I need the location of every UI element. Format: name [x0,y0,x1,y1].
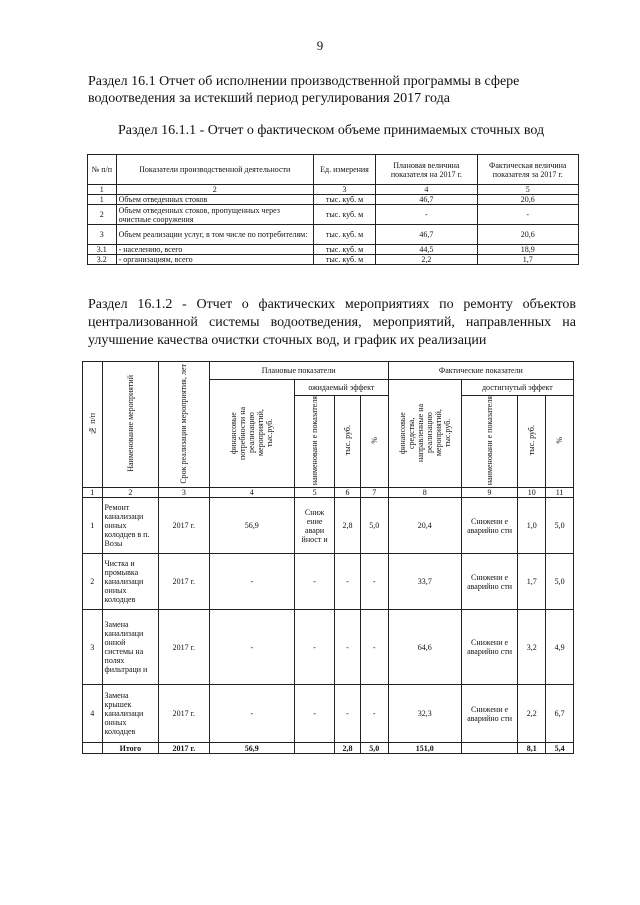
t2-cell: - [335,685,361,743]
t1-cell: тыс. куб. м [313,205,375,225]
t1-cell: 20,6 [477,225,579,245]
t2-total-cell: Итого [102,743,159,754]
t2-colnum-cell: 4 [209,488,294,498]
section-16-1-1-heading: Раздел 16.1.1 - Отчет о фактическом объеме принимаемых сточных вод [118,123,545,138]
th-achieved: достигнутый эффект [461,380,573,396]
th-num: № п/п [83,362,103,488]
measures-table [82,361,574,754]
t2-colnum-cell: 10 [518,488,546,498]
t2-colnum-cell: 3 [159,488,209,498]
t1-cell: 1,7 [477,255,579,265]
t2-total-cell [83,743,103,754]
t2-cell: 2,2 [518,685,546,743]
t2-colnum-cell: 11 [546,488,574,498]
t2-cell: 2 [83,554,103,610]
t2-cell: - [335,610,361,685]
t2-cell: - [209,685,294,743]
th-term: Срок реализации мероприятия, лет [159,362,209,488]
t2-total-cell: 5,0 [360,743,388,754]
t2-cell: 64,6 [388,610,461,685]
t1-colnum-cell: 5 [477,185,579,195]
t1-colnum-cell: 2 [116,185,313,195]
t2-cell: 2017 г. [159,610,209,685]
t1-colnum-cell: 4 [376,185,477,195]
th-plan: Плановые показатели [209,362,388,380]
t2-cell: Сниж ение авари йност и [295,498,335,554]
t2-cell: - [209,554,294,610]
t2-total-cell [295,743,335,754]
t2-cell: 6,7 [546,685,574,743]
section-16-1-heading: Раздел 16.1 Отчет об исполнении производственной программы в сфере водоотведения за истекший период регулирования 2017 года [88,74,520,106]
t1-header-cell: Ед. измерения [313,155,375,185]
t2-cell: 4,9 [546,610,574,685]
t1-cell: 2,2 [376,255,477,265]
t2-cell: - [360,554,388,610]
t2-row [83,610,574,685]
t1-cell: тыс. куб. м [313,245,375,255]
t2-total-cell [461,743,518,754]
t2-cell: 2,8 [335,498,361,554]
t2-cell: - [295,554,335,610]
t1-cell: - населению, всего [116,245,313,255]
t2-cell: 56,9 [209,498,294,554]
t2-cell: 33,7 [388,554,461,610]
th-expected: ожидаемый эффект [295,380,389,396]
t2-colnum-cell: 1 [83,488,103,498]
t2-colnum-cell: 5 [295,488,335,498]
t2-cell: 4 [83,685,103,743]
t1-row [88,255,579,265]
t2-colnum-cell: 2 [102,488,159,498]
t2-cell: 1 [83,498,103,554]
t2-cell: - [360,685,388,743]
t1-cell: 1 [88,195,117,205]
th-ind-name2: наименовани е показателя [461,396,518,488]
t1-cell: Объем отведенных стоков [116,195,313,205]
t2-colnum-cell: 9 [461,488,518,498]
t1-cell: 3.2 [88,255,117,265]
t2-cell: - [209,610,294,685]
t2-cell: 32,3 [388,685,461,743]
t2-cell: 3 [83,610,103,685]
th-name: Наименование мероприятий [102,362,159,488]
t2-total-cell: 2,8 [335,743,361,754]
t2-total-cell: 2017 г. [159,743,209,754]
t2-total-cell: 56,9 [209,743,294,754]
t2-cell: Снижени е аварийно сти [461,685,518,743]
t2-total-cell: 5,4 [546,743,574,754]
th-pct2: % [546,396,574,488]
t1-row [88,205,579,225]
t1-header-cell: Плановая величина показателя на 2017 г. [376,155,477,185]
t2-cell: 2017 г. [159,554,209,610]
t2-cell: 5,0 [546,554,574,610]
t2-row [83,685,574,743]
t2-total-row [83,743,574,754]
t1-cell: тыс. куб. м [313,225,375,245]
t1-cell: тыс. куб. м [313,195,375,205]
t1-cell: Объем отведенных стоков, пропущенных через очистные сооружения [116,205,313,225]
t2-cell: Снижени е аварийно сти [461,554,518,610]
t1-cell: - организациям, всего [116,255,313,265]
t1-cell: 3.1 [88,245,117,255]
t1-cell: 20,6 [477,195,579,205]
t2-cell: 2017 г. [159,685,209,743]
t1-cell: тыс. куб. м [313,255,375,265]
t1-header-cell: Показатели производственной деятельности [116,155,313,185]
th-thous2: тыс. руб. [518,396,546,488]
t2-cell: - [360,610,388,685]
t1-cell: 18,9 [477,245,579,255]
t2-cell: 1,0 [518,498,546,554]
t2-cell: 5,0 [360,498,388,554]
t2-cell: Замена крышек канализаци онных колодцев [102,685,159,743]
t2-colnum-cell: 7 [360,488,388,498]
t1-cell: 2 [88,205,117,225]
t2-cell: Снижени е аварийно сти [461,610,518,685]
t2-cell: - [335,554,361,610]
page-number: 9 [316,38,324,53]
th-pct: % [360,396,388,488]
t2-cell: 2017 г. [159,498,209,554]
t1-header-cell: Фактическая величина показателя за 2017 г. [477,155,579,185]
t2-cell: 20,4 [388,498,461,554]
t2-colnum-row [83,488,574,498]
t2-cell: Ремонт канализаци онных колодцев в п. Возы [102,498,159,554]
t1-cell: Объем реализации услуг, в том числе по потребителям: [116,225,313,245]
t1-header-cell: № п/п [88,155,117,185]
t2-cell: Замена канализаци онной системы на полях фильтраци и [102,610,159,685]
t1-colnum-cell: 1 [88,185,117,195]
t1-cell: - [376,205,477,225]
section-16-1-2-heading: Раздел 16.1.2 - Отчет о фактических мероприятиях по ремонту объектов централизованной системы водоотведения, мероприятий, направленных на улучшение качества очистки сточных вод, и график их реализации [88,297,576,348]
t2-total-cell: 151,0 [388,743,461,754]
t1-row [88,225,579,245]
th-fact: Фактические показатели [388,362,573,380]
t1-cell: - [477,205,579,225]
t2-row [83,554,574,610]
t2-cell: Чистка и промывка канализаци онных колодцев [102,554,159,610]
t1-row [88,245,579,255]
t2-colnum-cell: 6 [335,488,361,498]
t1-cell: 46,7 [376,225,477,245]
th-fin-plan: финансовые потребности на реализацию мероприятий, тыс.руб. [209,380,294,488]
t2-cell: 3,2 [518,610,546,685]
th-thous: тыс. руб. [335,396,361,488]
t2-cell: 1,7 [518,554,546,610]
th-ind-name: наименовани е показателя [295,396,335,488]
t1-cell: 44,5 [376,245,477,255]
t2-total-cell: 8,1 [518,743,546,754]
wastewater-volume-table [87,154,579,265]
t1-colnum-cell: 3 [313,185,375,195]
t2-cell: 5,0 [546,498,574,554]
t2-cell: - [295,610,335,685]
t2-row [83,498,574,554]
t2-cell: Снижени е аварийно сти [461,498,518,554]
t1-cell: 46,7 [376,195,477,205]
th-fin-fact: финансовые средства, направленные на реализацию мероприятий, тыс.руб. [388,380,461,488]
t2-colnum-cell: 8 [388,488,461,498]
t2-cell: - [295,685,335,743]
t1-row [88,195,579,205]
t1-cell: 3 [88,225,117,245]
